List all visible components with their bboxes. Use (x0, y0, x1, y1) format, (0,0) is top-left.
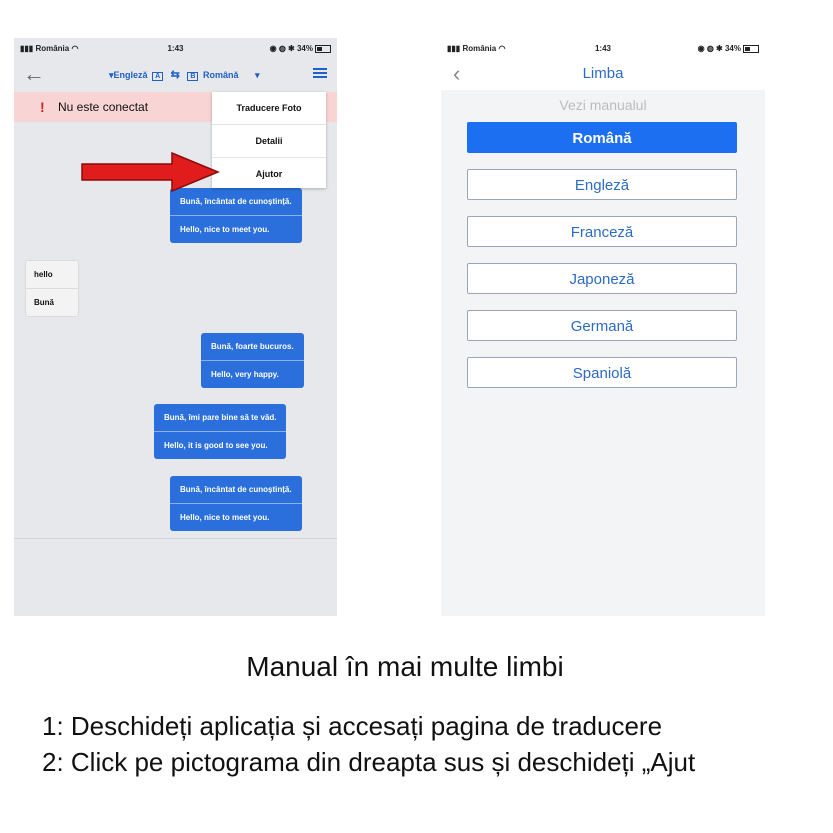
view-manual-link[interactable]: Vezi manualul (559, 97, 647, 113)
language-selector[interactable] (109, 68, 260, 81)
translator-header (14, 60, 337, 90)
language-header (441, 60, 765, 90)
dropdown-caret-icon: ▾ (254, 70, 260, 80)
dropdown-caret-icon: ▾ (109, 70, 114, 80)
message-translation: Hello, it is good to see you. (154, 431, 286, 459)
language-option-german[interactable]: Germană (467, 310, 737, 341)
message-bubble-outgoing (154, 404, 286, 459)
message-bubble-outgoing (170, 476, 302, 531)
message-bubble-outgoing (170, 188, 302, 243)
message-bubble-outgoing (201, 333, 304, 388)
battery-status: ◉ ◍ ✱ 34% (270, 44, 331, 53)
message-text: Bună, încântat de cunoștință. (180, 485, 292, 494)
menu-item-help[interactable]: Ajutor (255, 169, 283, 179)
language-option-french[interactable]: Franceză (467, 216, 737, 247)
input-divider (14, 538, 337, 539)
caption-title: Manual în mai multe limbi (246, 651, 564, 682)
menu-icon[interactable] (313, 66, 327, 80)
carrier-label: ▮▮▮ România ◠ (447, 44, 506, 53)
menu-item-details[interactable]: Detalii (212, 125, 326, 158)
page-title: Limba (582, 65, 624, 82)
battery-icon (315, 45, 331, 53)
message-translation: Hello, nice to meet you. (170, 215, 302, 243)
language-option-japanese[interactable]: Japoneză (467, 263, 737, 294)
status-bar (14, 38, 337, 60)
message-text: Bună, încântat de cunoștință. (180, 197, 292, 206)
alert-icon: ! (40, 99, 45, 115)
right-phone-screenshot (441, 38, 765, 616)
battery-icon (743, 45, 759, 53)
left-phone-screenshot (14, 38, 337, 616)
instruction-step-1: 1: Deschideți aplicația și accesați pagina de traducere (42, 711, 663, 741)
time-label: 1:43 (167, 44, 184, 53)
time-label: 1:43 (594, 44, 611, 53)
back-arrow-icon[interactable]: ← (23, 61, 45, 86)
language-option-spanish[interactable]: Spaniolă (467, 357, 737, 388)
message-text: hello (34, 270, 53, 279)
chevron-left-icon[interactable]: ‹ (453, 61, 461, 86)
message-translation: Bună (26, 288, 78, 316)
options-dropdown (212, 92, 326, 188)
banner-text: Nu este conectat (58, 100, 149, 114)
carrier-label: ▮▮▮ România ◠ (20, 44, 79, 53)
message-translation: Hello, nice to meet you. (170, 503, 302, 531)
red-arrow-icon (80, 151, 220, 193)
target-language[interactable]: Română (202, 70, 239, 80)
battery-status: ◉ ◍ ✱ 34% (698, 44, 759, 53)
message-text: Bună, îmi pare bine să te văd. (164, 413, 277, 422)
menu-item-photo-translation[interactable]: Traducere Foto (212, 92, 326, 125)
source-code-badge: A (152, 72, 163, 81)
instruction-step-2: 2: Click pe pictograma din dreapta sus și deschideți „Ajut (42, 747, 696, 777)
source-language[interactable]: Engleză (113, 70, 148, 80)
language-option-romanian[interactable]: Română (467, 122, 737, 153)
target-code-badge: B (187, 72, 198, 81)
swap-icon[interactable]: ⇆ (170, 69, 180, 81)
language-option-english[interactable]: Engleză (467, 169, 737, 200)
message-bubble-incoming (25, 260, 79, 317)
status-bar (441, 38, 765, 60)
message-text: Bună, foarte bucuros. (211, 342, 294, 351)
message-translation: Hello, very happy. (201, 360, 304, 388)
